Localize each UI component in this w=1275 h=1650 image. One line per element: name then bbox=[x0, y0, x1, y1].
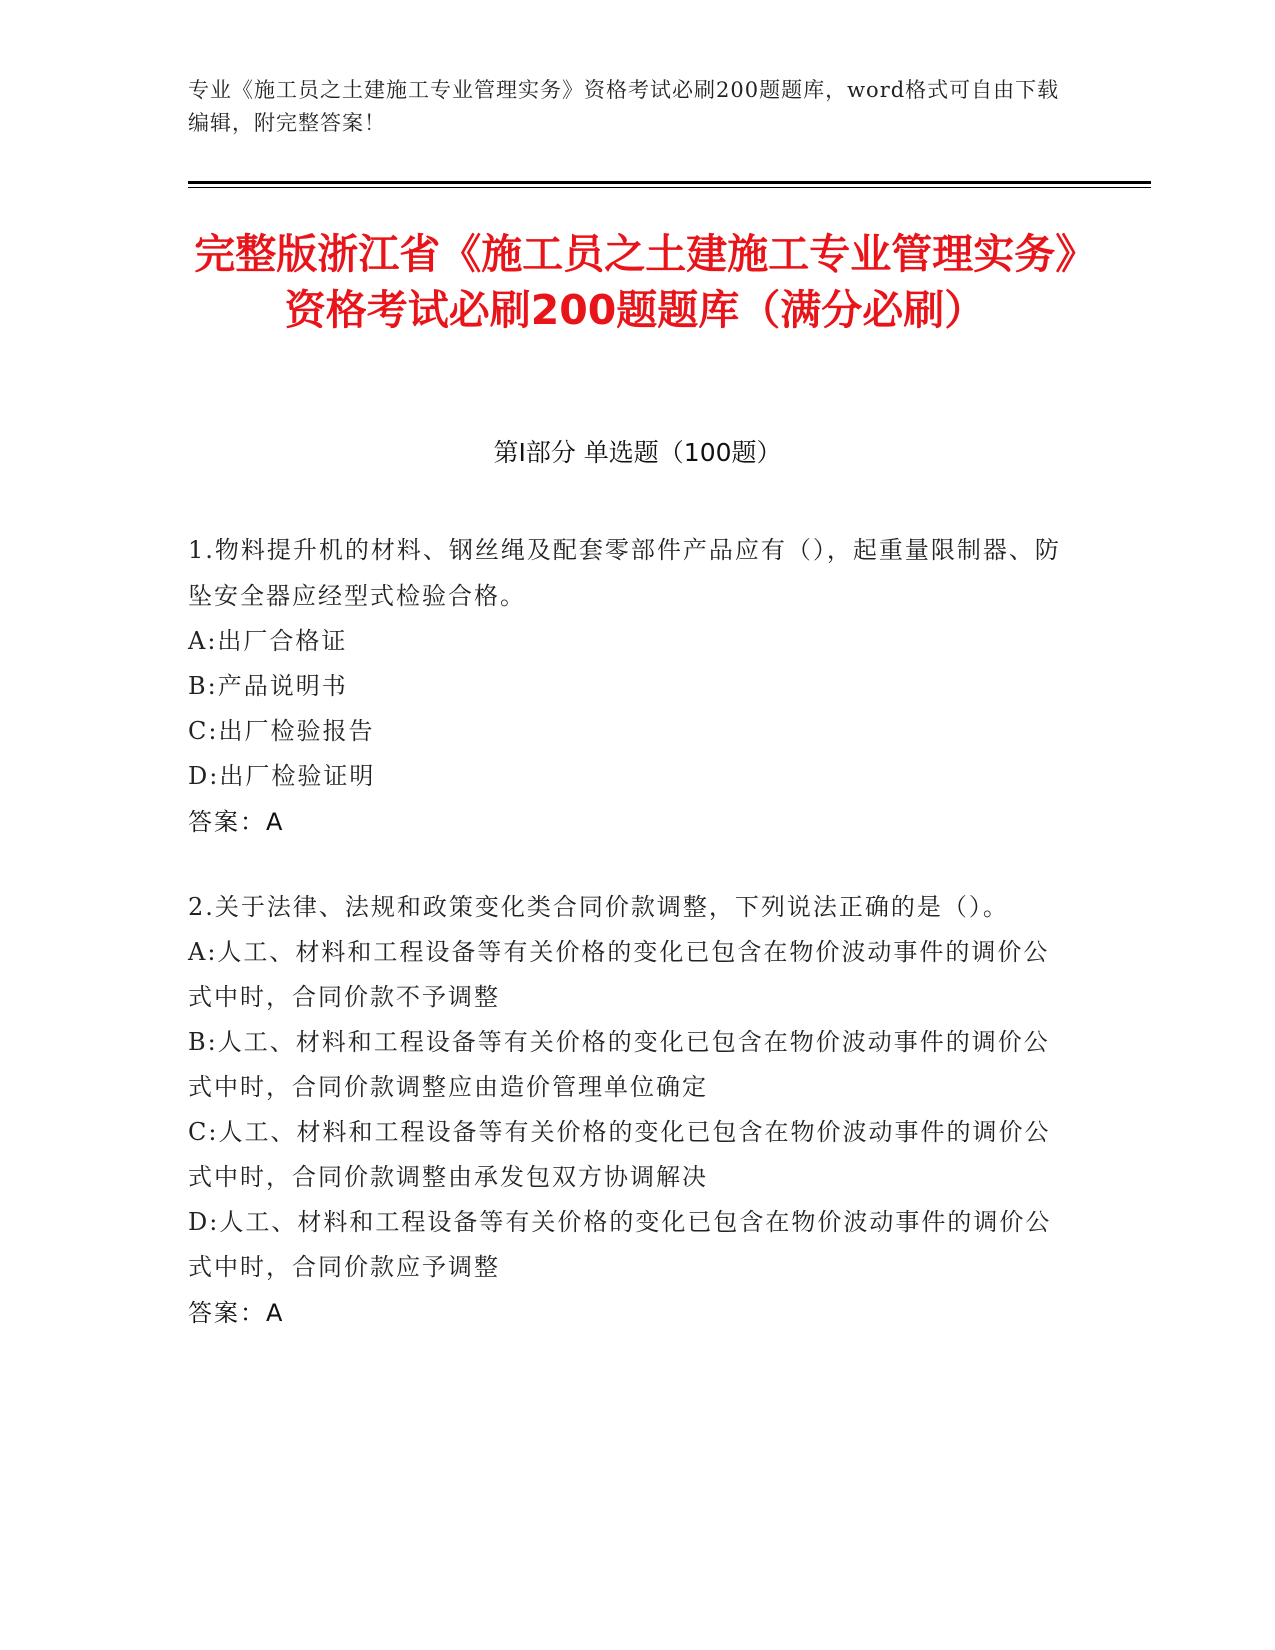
question-stem: 1.物料提升机的材料、钢丝绳及配套零部件产品应有（），起重量限制器、防坠安全器应经型式检验合格。 bbox=[188, 536, 1061, 610]
document-title: 完整版浙江省《施工员之土建施工专业管理实务》资格考试必刷200题题库（满分必刷） bbox=[194, 230, 1076, 334]
option-a: A:人工、材料和工程设备等有关价格的变化已包含在物价波动事件的调价公式中时，合同价款不予调整 bbox=[188, 938, 1050, 1011]
answer: 答案：A bbox=[188, 1299, 285, 1327]
answer: 答案：A bbox=[188, 808, 285, 836]
question-stem: 2.关于法律、法规和政策变化类合同价款调整，下列说法正确的是（）。 bbox=[188, 893, 1009, 921]
section-heading: 第Ⅰ部分 单选题（100题） bbox=[493, 438, 782, 467]
header-divider-thin bbox=[188, 187, 1151, 188]
option-d: D:人工、材料和工程设备等有关价格的变化已包含在物价波动事件的调价公式中时，合同价款应予调整 bbox=[188, 1208, 1052, 1281]
question-block bbox=[188, 884, 1068, 1336]
header-note: 专业《施工员之土建施工专业管理实务》资格考试必刷200题题库，word格式可自由下载编辑，附完整答案！ bbox=[188, 78, 1060, 135]
option-a: A:出厂合格证 bbox=[188, 627, 348, 655]
option-c: C:出厂检验报告 bbox=[188, 717, 375, 745]
header-divider-thick bbox=[188, 181, 1151, 184]
option-d: D:出厂检验证明 bbox=[188, 762, 376, 790]
option-b: B:产品说明书 bbox=[188, 672, 348, 700]
question-block bbox=[188, 527, 1068, 845]
option-b: B:人工、材料和工程设备等有关价格的变化已包含在物价波动事件的调价公式中时，合同价款调整应由造价管理单位确定 bbox=[188, 1028, 1050, 1101]
option-c: C:人工、材料和工程设备等有关价格的变化已包含在物价波动事件的调价公式中时，合同价款调整由承发包双方协调解决 bbox=[188, 1118, 1051, 1191]
